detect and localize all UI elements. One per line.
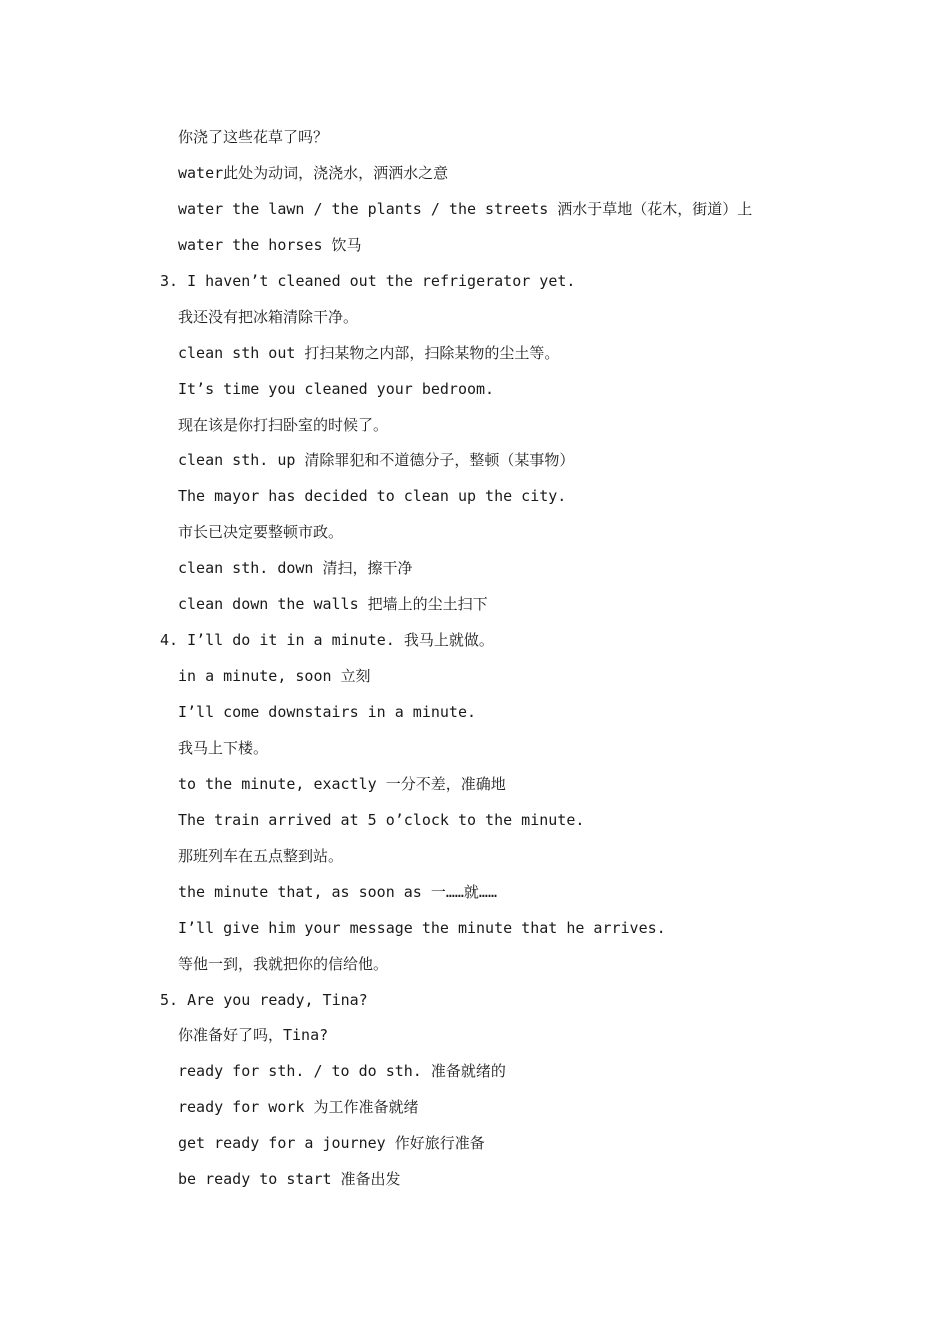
text-body — [160, 125, 800, 1203]
text-line: water the horses 饮马 — [178, 235, 362, 254]
text-line: clean sth. up 清除罪犯和不道德分子，整顿（某事物） — [178, 451, 575, 470]
text-line: the minute that, as soon as 一……就…… — [178, 882, 497, 901]
text-line: 等他一到，我就把你的信给他。 — [178, 954, 389, 973]
text-line: 我还没有把冰箱清除干净。 — [178, 307, 359, 326]
text-line: The mayor has decided to clean up the city. — [178, 487, 567, 506]
text-line: 那班列车在五点整到站。 — [178, 846, 344, 865]
text-line: clean sth out 打扫某物之内部，扫除某物的尘土等。 — [178, 343, 560, 362]
numbered-item: 5. Are you ready, Tina? — [160, 990, 368, 1009]
text-line: clean down the walls 把墙上的尘土扫下 — [178, 595, 488, 614]
text-line: water此处为动词，浇浇水，洒洒水之意 — [178, 163, 449, 182]
numbered-item: 4. I’ll do it in a minute. 我马上就做。 — [160, 631, 494, 650]
text-line: in a minute, soon 立刻 — [178, 667, 371, 686]
text-line: ready for sth. / to do sth. 准备就绪的 — [178, 1062, 506, 1081]
text-line: to the minute, exactly 一分不差，准确地 — [178, 774, 506, 793]
text-line: I’ll come downstairs in a minute. — [178, 703, 477, 721]
text-line: water the lawn / the plants / the streets 洒水于草地（花木，街道）上 — [178, 199, 753, 218]
text-line: be ready to start 准备出发 — [178, 1170, 401, 1189]
text-line: 你准备好了吗，Tina? — [178, 1026, 329, 1045]
text-line: The train arrived at 5 o’clock to the minute. — [178, 810, 585, 829]
numbered-item: 3. I haven’t cleaned out the refrigerator yet. — [160, 271, 576, 290]
text-line: 市长已决定要整顿市政。 — [178, 523, 344, 542]
text-line: I’ll give him your message the minute that he arrives. — [178, 918, 666, 937]
text-line: get ready for a journey 作好旅行准备 — [178, 1134, 485, 1153]
text-line: 你浇了这些花草了吗？ — [178, 128, 329, 146]
text-line: clean sth. down 清扫，擦干净 — [178, 559, 413, 578]
text-line: 我马上下楼。 — [178, 738, 269, 757]
text-line: ready for work 为工作准备就绪 — [178, 1098, 419, 1117]
text-line: 现在该是你打扫卧室的时候了。 — [178, 415, 389, 434]
text-line: It’s time you cleaned your bedroom. — [178, 379, 495, 398]
